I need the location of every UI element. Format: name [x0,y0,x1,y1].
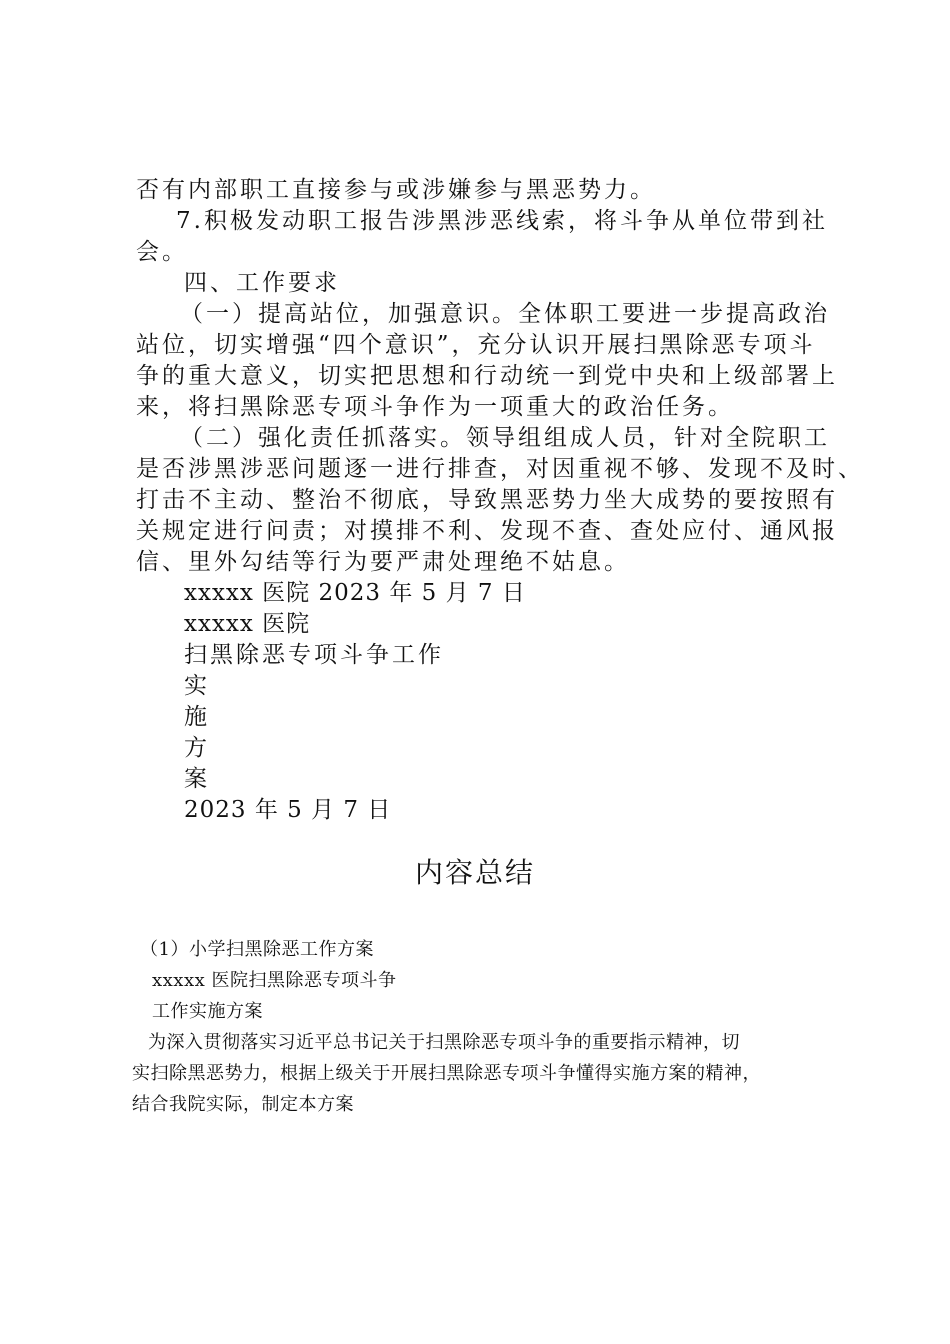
summary-line-2: xxxxx 医院扫黑除恶专项斗争 [152,970,397,991]
body-line-6: 站位，切实增强“四个意识”，充分认识开展扫黑除恶专项斗 [136,332,816,358]
plan-title-char-1: 实 [184,673,210,699]
body-line-7: 争的重大意义，切实把思想和行动统一到党中央和上级部署上 [136,363,838,389]
body-line-10: 是否涉黑涉恶问题逐一进行排查，对因重视不够、发现不及时、 [136,456,864,482]
body-line-11: 打击不主动、整治不彻底，导致黑恶势力坐大成势的要按照有 [136,487,838,513]
hospital-name: xxxxx 医院 [184,611,311,637]
section-heading-requirements: 四、工作要求 [184,270,340,296]
body-line-2: 7.积极发动职工报告涉黑涉恶线索，将斗争从单位带到社 [176,208,828,234]
date-line: 2023 年 5 月 7 日 [184,797,392,823]
summary-title: 内容总结 [414,856,535,889]
body-line-3: 会。 [136,239,188,265]
summary-line-1: （1）小学扫黑除恶工作方案 [140,939,374,960]
body-line-1: 否有内部职工直接参与或涉嫌参与黑恶势力。 [136,177,656,203]
body-line-5: （一）提高站位，加强意识。全体职工要进一步提高政治 [180,301,830,327]
plan-title-char-4: 案 [184,766,210,792]
body-line-13: 信、里外勾结等行为要严肃处理绝不姑息。 [136,549,630,575]
plan-title-line: 扫黑除恶专项斗争工作 [184,642,444,668]
summary-line-5: 实扫除黑恶势力，根据上级关于开展扫黑除恶专项斗争懂得实施方案的精神， [132,1063,761,1084]
summary-line-4: 为深入贯彻落实习近平总书记关于扫黑除恶专项斗争的重要指示精神，切 [148,1032,740,1053]
plan-title-char-3: 方 [184,735,210,761]
plan-title-char-2: 施 [184,704,210,730]
summary-line-6: 结合我院实际，制定本方案 [132,1094,354,1115]
body-line-8: 来，将扫黑除恶专项斗争作为一项重大的政治任务。 [136,394,734,420]
signature-line: xxxxx 医院 2023 年 5 月 7 日 [184,580,526,606]
body-line-9: （二）强化责任抓落实。领导组组成人员，针对全院职工 [180,425,830,451]
summary-line-3: 工作实施方案 [152,1001,263,1022]
body-line-12: 关规定进行问责；对摸排不利、发现不查、查处应付、通风报 [136,518,838,544]
